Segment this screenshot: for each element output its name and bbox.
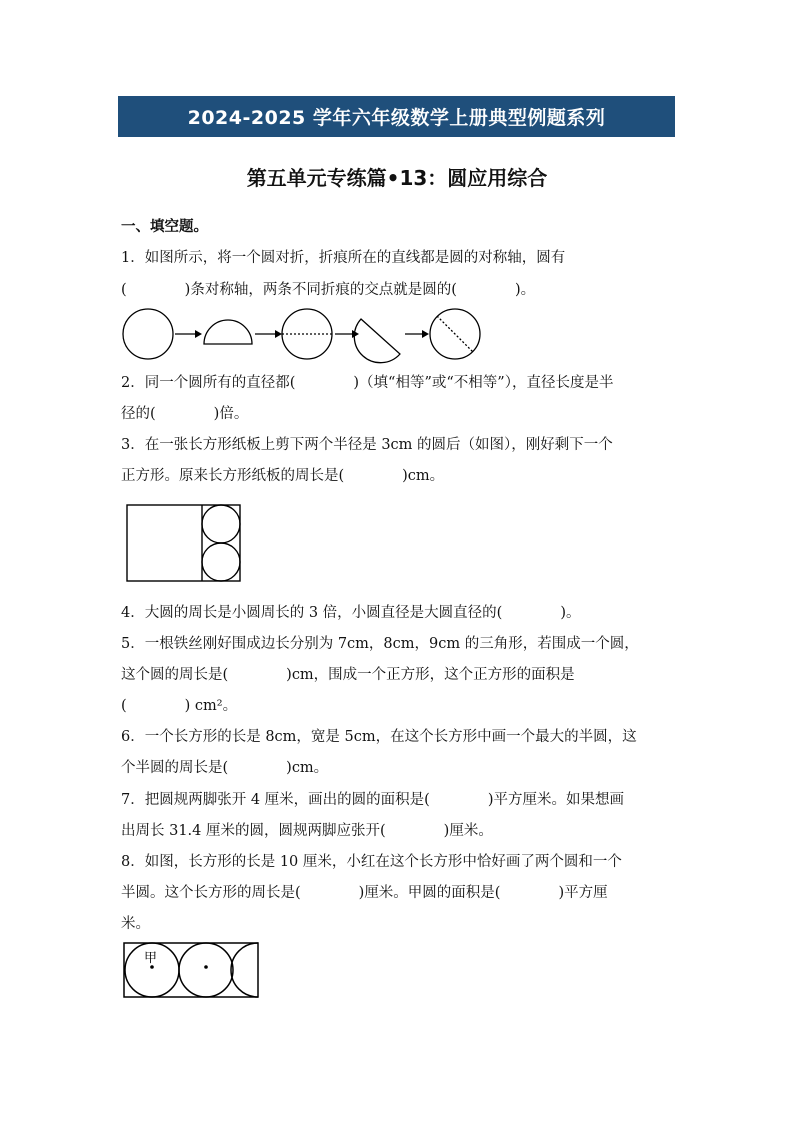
question-1-line-1: 1．如图所示，将一个圆对折，折痕所在的直线都是圆的对称轴，圆有 — [121, 250, 566, 266]
folding-diagram — [118, 305, 488, 365]
question-8-line-1: 8．如图，长方形的长是 10 厘米，小红在这个长方形中恰好画了两个圆和一个 — [121, 854, 622, 870]
question-2-line-2: 径的( )倍。 — [121, 406, 249, 422]
semicircle-right — [231, 943, 258, 997]
page-subtitle: 第五单元专练篇•13：圆应用综合 — [246, 166, 548, 190]
question-6-line-1: 6．一个长方形的长是 8cm，宽是 5cm，在这个长方形中画一个最大的半圆，这 — [121, 729, 637, 745]
question-1-line-2: ( )条对称轴，两条不同折痕的交点就是圆的( )。 — [121, 282, 536, 298]
question-3-line-2: 正方形。原来长方形纸板的周长是( )cm。 — [121, 468, 445, 484]
circle-top — [202, 505, 240, 543]
question-5-line-1: 5．一根铁丝刚好围成边长分别为 7cm，8cm，9cm 的三角形，若围成一个圆， — [121, 636, 639, 652]
question-2-line-1: 2．同一个圆所有的直径都( )（填“相等”或“不相等”），直径长度是半 — [121, 375, 614, 391]
question-6-line-2: 个半圆的周长是( )cm。 — [121, 760, 329, 776]
semicircle-fold — [204, 320, 252, 344]
title-banner: 2024-2025 学年六年级数学上册典型例题系列 — [118, 96, 675, 137]
circle-second — [179, 943, 233, 997]
question-8-line-2: 半圆。这个长方形的周长是( )厘米。甲圆的面积是( )平方厘 — [121, 885, 608, 901]
arrow-4 — [405, 330, 429, 338]
question-7-line-1: 7．把圆规两脚张开 4 厘米，画出的圆的面积是( )平方厘米。如果想画 — [121, 792, 624, 808]
question-8-line-3: 米。 — [121, 916, 150, 932]
question-3-line-1: 3．在一张长方形纸板上剪下两个半径是 3cm 的圆后（如图），刚好剩下一个 — [121, 437, 613, 453]
arrow-2 — [255, 330, 282, 338]
rectangle-circles-figure — [122, 940, 264, 1002]
circle-full — [123, 309, 173, 359]
circle-bottom — [202, 543, 240, 581]
arrow-1 — [175, 330, 202, 338]
question-5-line-2: 这个圆的周长是( )cm，围成一个正方形，这个正方形的面积是 — [121, 667, 575, 683]
fold-line-diagonal — [437, 316, 473, 352]
question-5-line-3: ( ) cm²。 — [121, 698, 238, 714]
section-title: 一、填空题。 — [121, 219, 208, 235]
rectangle-two-circles-figure — [125, 503, 245, 585]
question-4-line-1: 4．大圆的周长是小圆周长的 3 倍，小圆直径是大圆直径的( )。 — [121, 605, 581, 621]
semicircle-fold-diagonal — [354, 319, 400, 363]
center-dot-second — [204, 965, 208, 969]
question-7-line-2: 出周长 31.4 厘米的圆，圆规两脚应张开( )厘米。 — [121, 823, 493, 839]
label-jia: 甲 — [144, 951, 158, 966]
